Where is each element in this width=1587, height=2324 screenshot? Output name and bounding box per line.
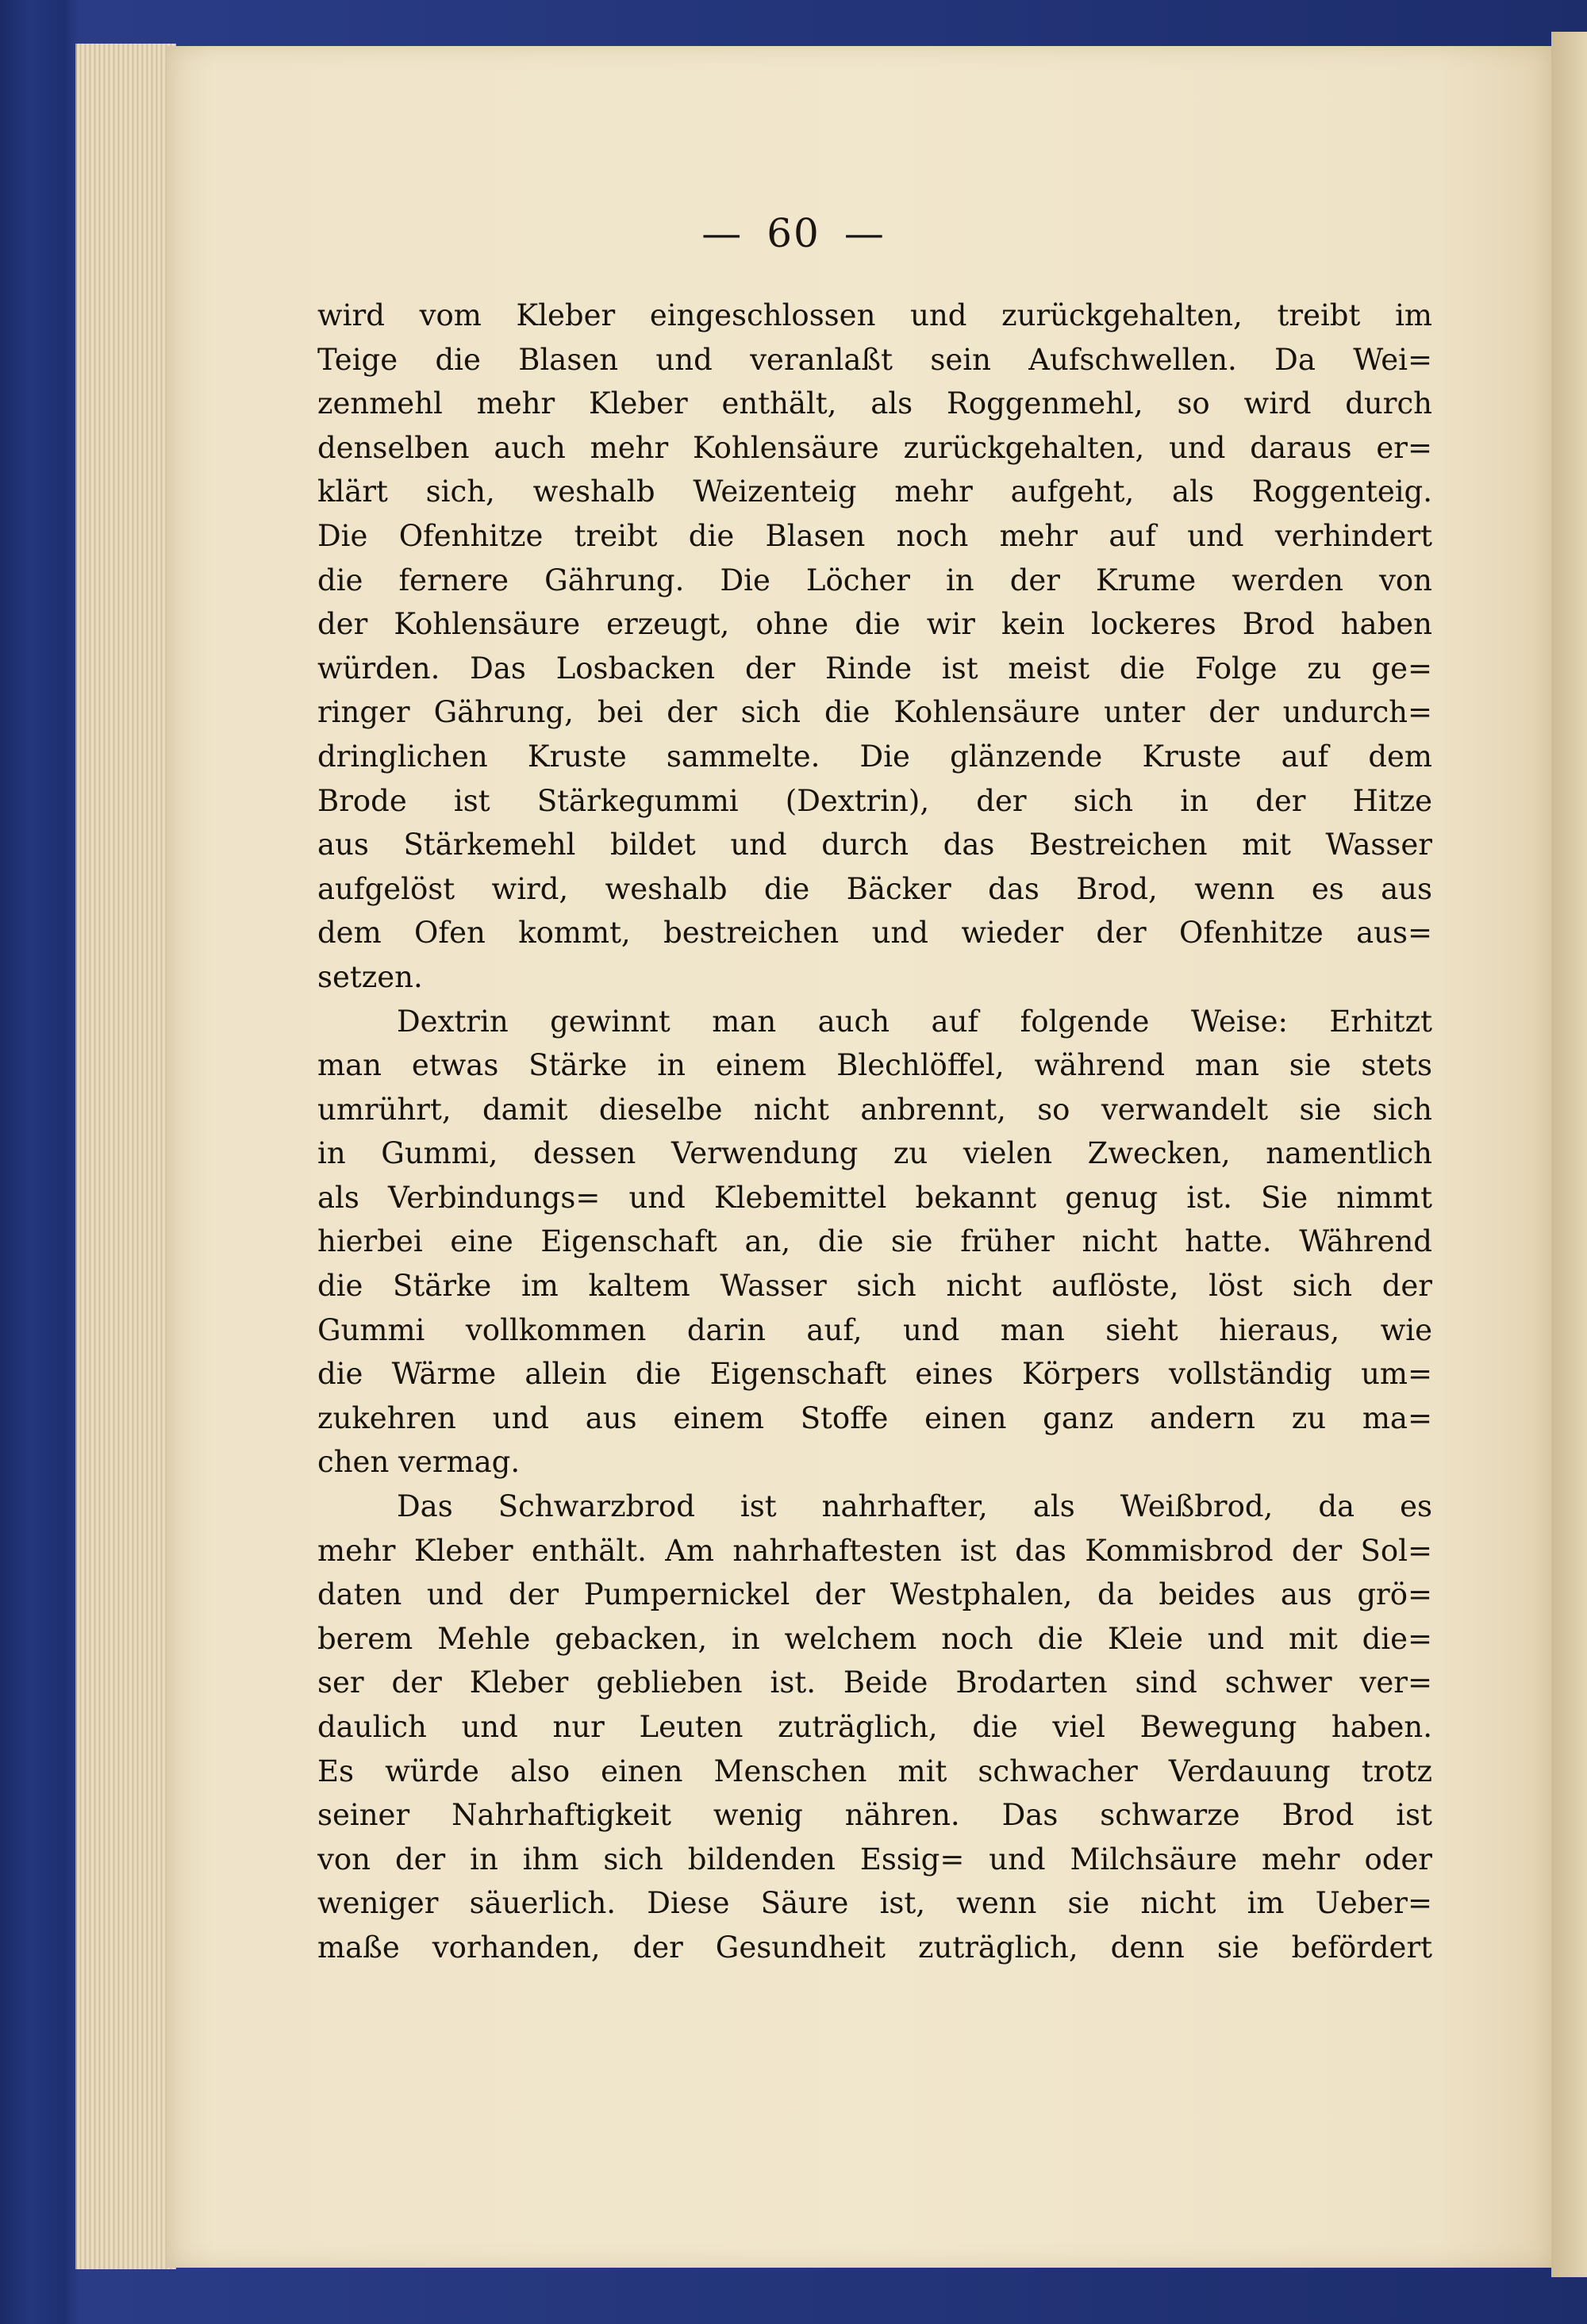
text-line: klärt sich, weshalb Weizenteig mehr aufgeht, als Roggenteig.	[317, 474, 1432, 509]
text-line: aus Stärkemehl bildet und durch das Bestreichen mit Wasser	[317, 828, 1432, 862]
text-line: daten und der Pumpernickel der Westphalen, da beides aus grö=	[317, 1577, 1432, 1612]
text-line: Brode ist Stärkegummi (Dextrin), der sich in der Hitze	[317, 783, 1432, 818]
header-dash-right: —	[843, 210, 886, 256]
text-line: maße vorhanden, der Gesundheit zuträglich, denn sie befördert	[317, 1930, 1432, 1965]
text-line: würden. Das Losbacken der Rinde ist meist die Folge zu ge=	[317, 651, 1432, 686]
paragraph-start-line: Dextrin gewinnt man auch auf folgende Weise: Erhitzt	[397, 1004, 1432, 1039]
text-line: ser der Kleber geblieben ist. Beide Brodarten sind schwer ver=	[317, 1665, 1432, 1700]
text-line: Es würde also einen Menschen mit schwacher Verdauung trotz	[317, 1754, 1432, 1788]
paragraph-start-line: Das Schwarzbrod ist nahrhafter, als Weißbrod, da es	[397, 1489, 1432, 1524]
text-line: von der in ihm sich bildenden Essig= und Milchsäure mehr oder	[317, 1842, 1432, 1876]
text-line: man etwas Stärke in einem Blechlöffel, während man sie stets	[317, 1048, 1432, 1083]
text-line: chen vermag.	[317, 1445, 521, 1480]
text-line: die fernere Gährung. Die Löcher in der Krume werden von	[317, 563, 1432, 597]
text-line: in Gummi, dessen Verwendung zu vielen Zwecken, namentlich	[317, 1136, 1432, 1171]
text-line: die Wärme allein die Eigenschaft eines Körpers vollständig um=	[317, 1357, 1432, 1392]
text-line: mehr Kleber enthält. Am nahrhaftesten ist das Kommisbrod der Sol=	[317, 1533, 1432, 1568]
text-line: berem Mehle gebacken, in welchem noch die Kleie und mit die=	[317, 1621, 1432, 1656]
page-number: 60	[767, 210, 820, 256]
text-line: Teige die Blasen und veranlaßt sein Aufschwellen. Da Wei=	[317, 342, 1432, 377]
text-line: wird vom Kleber eingeschlossen und zurückgehalten, treibt im	[317, 298, 1432, 332]
text-line: ringer Gährung, bei der sich die Kohlensäure unter der undurch=	[317, 695, 1432, 730]
page-header	[0, 210, 1587, 256]
text-line: zukehren und aus einem Stoffe einen ganz andern zu ma=	[317, 1400, 1432, 1435]
text-line: denselben auch mehr Kohlensäure zurückgehalten, und daraus er=	[317, 430, 1432, 465]
text-line: der Kohlensäure erzeugt, ohne die wir kein lockeres Brod haben	[317, 607, 1432, 642]
text-line: dringlichen Kruste sammelte. Die glänzende Kruste auf dem	[317, 739, 1432, 774]
text-line: die Stärke im kaltem Wasser sich nicht auflöste, löst sich der	[317, 1269, 1432, 1304]
text-line: Gummi vollkommen darin auf, und man sieht hieraus, wie	[317, 1312, 1432, 1347]
text-line: zenmehl mehr Kleber enthält, als Roggenmehl, so wird durch	[317, 386, 1432, 421]
text-line: aufgelöst wird, weshalb die Bäcker das Brod, wenn es aus	[317, 871, 1432, 906]
text-line: als Verbindungs= und Klebemittel bekannt genug ist. Sie nimmt	[317, 1180, 1432, 1215]
body-text	[317, 294, 1432, 1970]
text-line: daulich und nur Leuten zuträglich, die viel Bewegung haben.	[317, 1710, 1432, 1744]
text-line: Die Ofenhitze treibt die Blasen noch mehr auf und verhindert	[317, 518, 1432, 553]
text-line: umrührt, damit dieselbe nicht anbrennt, so verwandelt sie sich	[317, 1092, 1432, 1127]
page-edges	[75, 44, 176, 2269]
text-line: dem Ofen kommt, bestreichen und wieder der Ofenhitze aus=	[317, 916, 1432, 951]
text-line: hierbei eine Eigenschaft an, die sie früher nicht hatte. Während	[317, 1224, 1432, 1259]
text-line: seiner Nahrhaftigkeit wenig nähren. Das schwarze Brod ist	[317, 1798, 1432, 1833]
facing-page-edge	[1551, 32, 1587, 2277]
header-dash-left: —	[701, 210, 744, 256]
text-line: weniger säuerlich. Diese Säure ist, wenn sie nicht im Ueber=	[317, 1886, 1432, 1921]
text-line: setzen.	[317, 959, 423, 994]
